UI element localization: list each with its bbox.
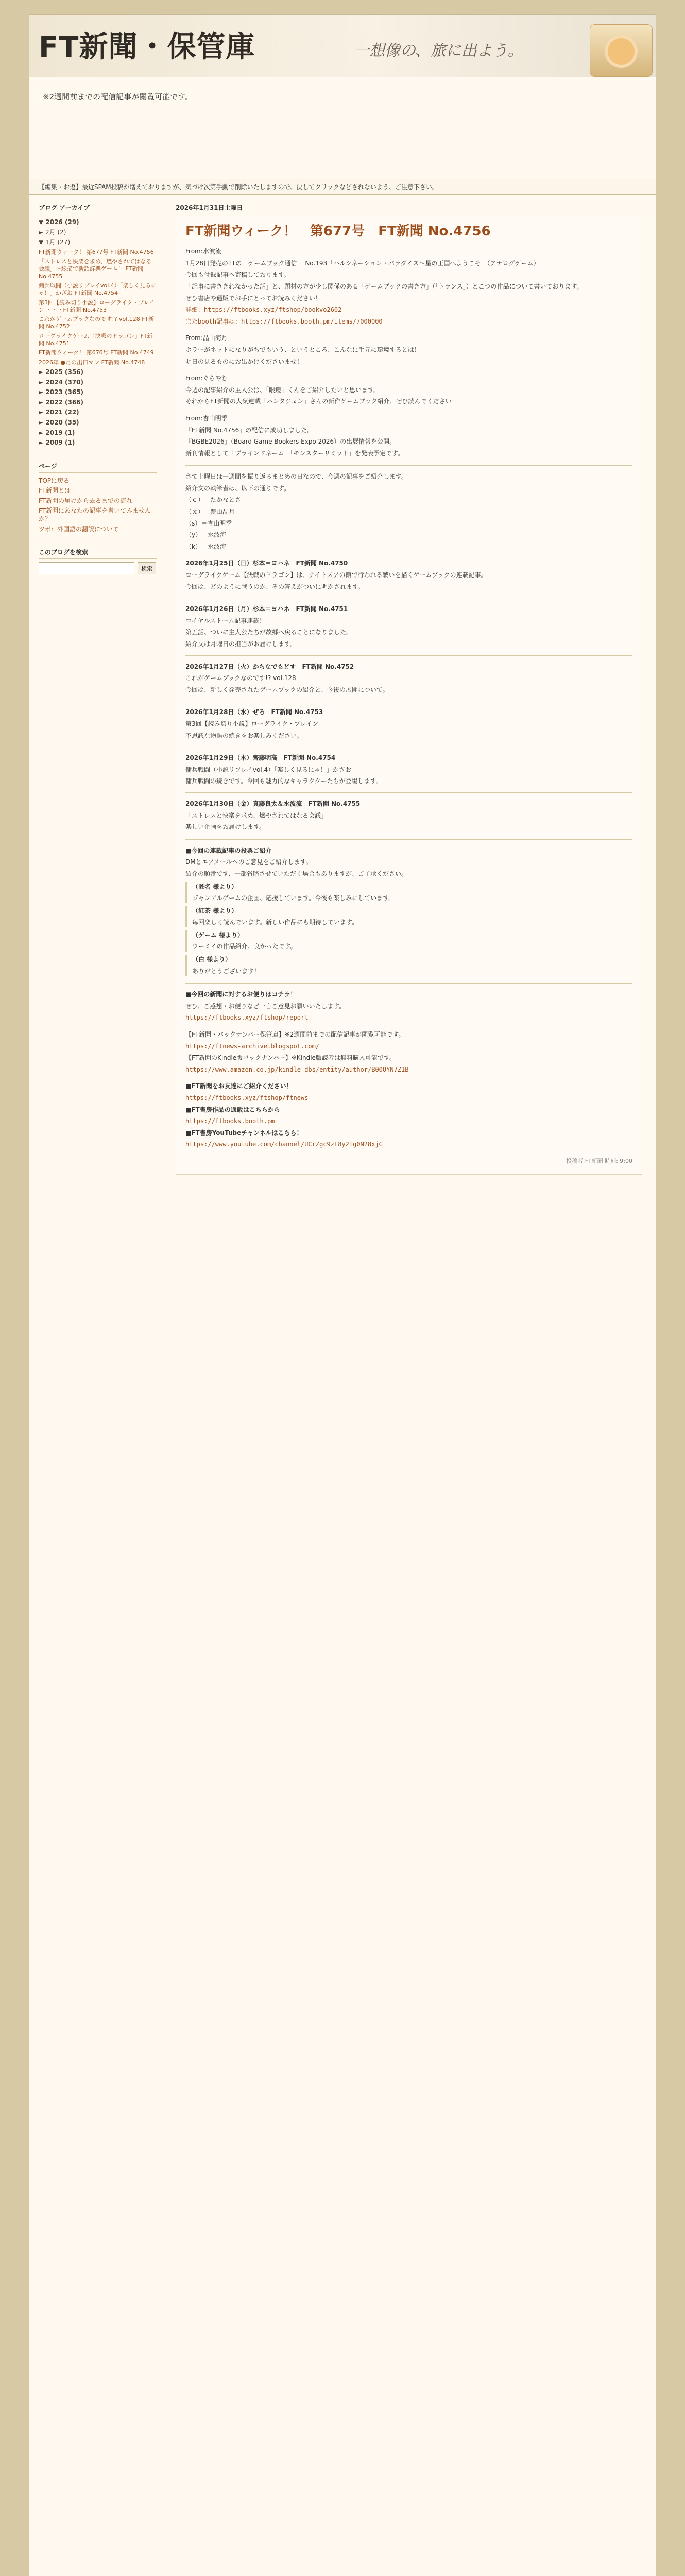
sidebar bbox=[39, 203, 157, 588]
subscribe-section bbox=[185, 990, 632, 1023]
from-line: ホラーがネットになりがちでもいう、というところ、こんなに手元に環境するとは！ bbox=[185, 346, 420, 353]
feedback-from: （白 様より） bbox=[192, 956, 232, 963]
archive-post[interactable]: FT新聞ウィーク！ 第677号 FT新聞 No.4756 bbox=[39, 248, 154, 256]
news-line: それからFT新聞の人気連載「パンタジェン」さんの新作ゲームブック紹介、ぜひ読んでください！ bbox=[185, 398, 458, 405]
feedback-from: （ゲーム 様より） bbox=[192, 931, 244, 939]
feedback-section bbox=[185, 846, 632, 976]
archive-post[interactable]: 第3回【読み切り小説】ローグライク・ブレイン ・・・FT新聞 No.4753 bbox=[39, 299, 155, 313]
feedback-item bbox=[185, 955, 632, 976]
entry-line: ローグライクゲーム【決戦のドラゴン】は、ナイトメアの館で行われる戦いを描くゲームブックの連載記事。 bbox=[185, 571, 487, 579]
from-line: From:晶山海月 bbox=[185, 334, 228, 342]
entry-item bbox=[185, 558, 632, 591]
intro-section bbox=[185, 247, 632, 326]
from-line: 明日の見るものにお出かけくださいませ！ bbox=[185, 358, 303, 365]
entry-line: これがゲームブックなのです!? vol.128 bbox=[185, 674, 296, 682]
entry-item bbox=[185, 662, 632, 695]
main-content bbox=[176, 203, 642, 1175]
section-divider bbox=[185, 839, 632, 840]
site-tagline: 一想像の、旅に出よう。 bbox=[354, 42, 523, 60]
entry-date: 2026年1月29日（木）齊藤明高 FT新聞 No.4754 bbox=[185, 754, 336, 762]
archive-post[interactable]: 「ストレスと快楽を求め、燃やされてはなる会議」〜線描で新語辞典ゲーム！ FT新聞 No.4755 bbox=[39, 258, 152, 280]
archive-post[interactable]: 傭兵戦闘（小説リプレイvol.4）「楽しく見るにゃ！」かざお FT新聞 No.4754 bbox=[39, 282, 157, 297]
feedback-item bbox=[185, 882, 632, 903]
news-section bbox=[185, 374, 632, 406]
links-url[interactable]: https://ftbooks.xyz/ftshop/ftnews bbox=[185, 1094, 309, 1101]
content-area bbox=[29, 195, 656, 2576]
entry-date: 2026年1月28日（水）ぜろ FT新聞 No.4753 bbox=[185, 708, 323, 716]
archive-list bbox=[39, 217, 157, 448]
intro-line: From:水波流 bbox=[185, 248, 221, 256]
links-url[interactable]: https://www.youtube.com/channel/UCrZgc9zt8y2Tg0N28xjG bbox=[185, 1141, 383, 1148]
archive-month[interactable]: ► 2月 (2) bbox=[39, 228, 66, 236]
archive-year[interactable]: ► 2025 (356) bbox=[39, 368, 83, 376]
feedback-intro: 紹介の順番です、一部省略させていただく場合もありますが、ご了承ください。 bbox=[185, 870, 408, 877]
news2-line: 新刊情報として「ブラインドネーム」「モンスターリミット」を発表予定です。 bbox=[185, 449, 404, 457]
feedback-title: ■今回の連載記事の投票ご紹介 bbox=[185, 846, 272, 854]
misc-link[interactable]: https://ftnews-archive.blogspot.com/ bbox=[185, 1042, 320, 1050]
feedback-item bbox=[185, 906, 632, 927]
news2-line: 『BGBE2026」（Board Game Bookers Expo 2026）の出展情報を公開。 bbox=[185, 438, 396, 446]
reader-intro-line: 紹介文の執筆者は、以下の通りです。 bbox=[185, 484, 290, 492]
entry-line: 傭兵戦闘の続きです。今回も魅力的なキャラクターたちが登場します。 bbox=[185, 777, 382, 785]
entry-date: 2026年1月30日（金）真藤良太＆水波流 FT新聞 No.4755 bbox=[185, 800, 361, 807]
entry-date: 2026年1月26日（月）杉本＝ヨハネ FT新聞 No.4751 bbox=[185, 605, 348, 613]
news2-line: 『FT新聞 No.4756』の配信に成功しました。 bbox=[185, 426, 314, 434]
news-line: 今週の記事紹介の主人公は、「眼鏡」くんをご紹介したいと思います。 bbox=[185, 386, 380, 394]
entry-item bbox=[185, 604, 632, 649]
news-line: From:ぐらやむ bbox=[185, 375, 228, 382]
search-button[interactable]: 検索 bbox=[138, 562, 156, 574]
entry-list bbox=[185, 558, 632, 832]
links-label: ■FT書房YouTubeチャンネルはこちら！ bbox=[185, 1129, 303, 1137]
site-title[interactable]: FT新聞・保管庫 bbox=[39, 30, 255, 64]
entry-line: 楽しい企画をお届けします。 bbox=[185, 823, 266, 831]
intro-link[interactable]: またbooth記事は：https://ftbooks.booth.pm/items/7000000 bbox=[185, 317, 383, 325]
entry-line: 紹介文は月曜日の担当がお届けします。 bbox=[185, 640, 297, 648]
post-date: 2026年1月31日土曜日 bbox=[176, 204, 243, 211]
entry-line: 今回は、どのように戦うのか、その答えがついに明かされます。 bbox=[185, 583, 365, 590]
subscribe-title: ■今回の新聞に対するお便りはコチラ！ bbox=[185, 991, 297, 998]
subscribe-line: ぜひ、ご感想・お便りなど一言ご意見お願いいたします。 bbox=[185, 1002, 346, 1010]
intro-line: ぜひ書店や通販でお手にとってお読みください！ bbox=[185, 294, 321, 302]
reader-intro-line: （ｘ）＝慶山晶月 bbox=[185, 508, 235, 516]
archive-post[interactable]: 2026年 ●月の出口マン FT新聞 No.4748 bbox=[39, 359, 145, 366]
pages-widget bbox=[39, 462, 157, 535]
section-divider bbox=[185, 983, 632, 984]
intro-line: 今回も付録記事へ寄稿しております。 bbox=[185, 271, 290, 279]
entry-line: 今回は、新しく発売されたゲームブックの紹介と、今後の展開について。 bbox=[185, 686, 389, 693]
feedback-body: ウーミイの作品紹介、良かったです。 bbox=[192, 943, 297, 951]
archive-post[interactable]: FT新聞ウィーク！ 第676号 FT新聞 No.4749 bbox=[39, 349, 154, 357]
archive-month[interactable]: ▼ 1月 (27) bbox=[39, 239, 71, 246]
search-widget bbox=[39, 548, 157, 574]
archive-title: ブログ アーカイブ bbox=[39, 203, 157, 214]
page-link[interactable]: FT新聞にあなたの記事を書いてみませんか？ bbox=[39, 507, 151, 523]
reader-intro-line: （s）＝杏山明季 bbox=[185, 519, 232, 527]
intro-line: 1月28日発売のTTの「ゲームブック通信」 No.193「ハルシネーション・パラダイス～星の王国へようこそ」（アナログゲーム） bbox=[185, 259, 540, 267]
misc-section bbox=[185, 1030, 632, 1074]
blog-header bbox=[29, 14, 656, 179]
entry-date: 2026年1月25日（日）杉本＝ヨハネ FT新聞 No.4750 bbox=[185, 560, 348, 567]
reader-intro-line: （y）＝水波流 bbox=[185, 531, 227, 539]
feedback-from: （紅茶 様より） bbox=[192, 907, 238, 914]
entry-line: 第3回【読み切り小説】ローグライク・ブレイン bbox=[185, 720, 318, 727]
misc-line: 【FT新聞のKindle版バックナンバー】※Kindle版読者は無料購入可能です。 bbox=[185, 1054, 396, 1062]
page-link[interactable]: FT新聞の届けから去るまでの流れ bbox=[39, 497, 133, 504]
intro-link[interactable]: 詳細：https://ftbooks.xyz/ftshop/bookvo2602 bbox=[185, 306, 342, 314]
archive-year[interactable]: ► 2022 (366) bbox=[39, 398, 83, 406]
header-description: ※2週間前までの配信記事が閲覧可能です。 bbox=[43, 92, 193, 101]
archive-widget bbox=[39, 203, 157, 448]
misc-link[interactable]: https://www.amazon.co.jp/kindle-dbs/entity/author/B00OYN7Z1B bbox=[185, 1065, 409, 1073]
links-url[interactable]: https://ftbooks.booth.pm bbox=[185, 1117, 275, 1125]
reader-intro-line: さて土曜日は一週間を振り返るまとめの日なので、今週の記事をご紹介します。 bbox=[185, 473, 407, 481]
spam-notice: 【編集・お返】最近SPAM投稿が増えておりますが、気づけ次第手動で削除いたしますので、決してクリックなどされないよう、ご注意下さい。 bbox=[29, 179, 656, 195]
entry-line: ロイヤルストーム記事連載！ bbox=[185, 617, 266, 624]
feedback-item bbox=[185, 930, 632, 952]
pages-title: ページ bbox=[39, 462, 157, 473]
misc-line: 【FT新聞・バックナンバー保管庫】※2週間前までの配信記事が閲覧可能です。 bbox=[185, 1031, 405, 1039]
archive-year[interactable]: ► 2021 (22) bbox=[39, 409, 79, 416]
entry-date: 2026年1月27日（火）かちなでもどす FT新聞 No.4752 bbox=[185, 663, 354, 670]
from-section bbox=[185, 333, 632, 366]
search-title: このブログを検索 bbox=[39, 548, 157, 559]
links-label: ■FT新聞をお友達にご紹介ください！ bbox=[185, 1082, 293, 1090]
page-link[interactable]: ツボ：外国語の翻訳について bbox=[39, 525, 119, 533]
section-divider bbox=[185, 465, 632, 466]
entry-line: 傭兵戦闘（小説リプレイvol.4）「楽しく見るにゃ！」かざお bbox=[185, 766, 351, 773]
news2-line: From:杏山明季 bbox=[185, 414, 228, 422]
feedback-intro: DMとエアメールへのご意見をご紹介します。 bbox=[185, 858, 312, 866]
entry-line: 「ストレスと快楽を求め、燃やされてはなる会議」 bbox=[185, 811, 328, 819]
reader-intro-line: （k）＝水波流 bbox=[185, 543, 226, 550]
entry-divider bbox=[185, 792, 632, 793]
feedback-body: ありがとうございます！ bbox=[192, 967, 261, 975]
links-section bbox=[185, 1081, 632, 1149]
archive-year[interactable]: ▼ 2026 (29) bbox=[39, 218, 79, 226]
post-title[interactable]: FT新聞ウィーク！ 第677号 FT新聞 No.4756 bbox=[185, 224, 491, 239]
entry-line: 不思議な物語の続きをお楽しみください。 bbox=[185, 732, 303, 739]
archive-year[interactable]: ► 2024 (370) bbox=[39, 378, 83, 386]
feedback-from: （匿名 様より） bbox=[192, 883, 238, 890]
search-row bbox=[39, 562, 157, 574]
entry-line: 第五話、ついに主人公たちが故郷へ戻ることになりました。 bbox=[185, 629, 353, 636]
links-label: ■FT書房作品の通販はこちらから bbox=[185, 1106, 280, 1113]
entry-item bbox=[185, 707, 632, 740]
post-card bbox=[176, 216, 642, 1175]
feedback-body: 毎回楽しく読んでいます。新しい作品にも期待しています。 bbox=[192, 919, 358, 926]
page-link[interactable]: FT新聞とは bbox=[39, 487, 71, 495]
entry-item bbox=[185, 753, 632, 786]
archive-post[interactable]: これがゲームブックなのです!? vol.128 FT新聞 No.4752 bbox=[39, 316, 155, 330]
search-input[interactable] bbox=[39, 562, 134, 574]
news2-section bbox=[185, 414, 632, 458]
page-link[interactable]: TOPに戻る bbox=[39, 477, 70, 484]
entry-item bbox=[185, 799, 632, 832]
reader-intro-line: （ｃ）＝たかなとさ bbox=[185, 496, 242, 504]
archive-year[interactable]: ► 2019 (1) bbox=[39, 429, 75, 436]
subscribe-link[interactable]: https://ftbooks.xyz/ftshop/report bbox=[185, 1014, 309, 1022]
intro-line: 「記事に書ききれなかった話」と、題材の方が少し関係のある「ゲームブックの書き方」（「トランス」）とこつの作品について書いております。 bbox=[185, 282, 583, 290]
archive-post[interactable]: ローグライクゲーム「決戦のドラゴン」FT新聞 No.4751 bbox=[39, 332, 153, 347]
post-footer: 投稿者 FT新聞 時刻: 9:00 bbox=[566, 1157, 632, 1164]
reader-intro bbox=[185, 472, 632, 551]
pages-list bbox=[39, 476, 157, 535]
header-artwork bbox=[590, 24, 653, 77]
archive-year[interactable]: ► 2020 (35) bbox=[39, 418, 79, 426]
entry-divider bbox=[185, 655, 632, 656]
archive-year[interactable]: ► 2009 (1) bbox=[39, 439, 75, 447]
feedback-body: ジャンアルゲームの企画、応援しています。今後も楽しみにしています。 bbox=[192, 894, 395, 902]
archive-year[interactable]: ► 2023 (365) bbox=[39, 388, 83, 396]
